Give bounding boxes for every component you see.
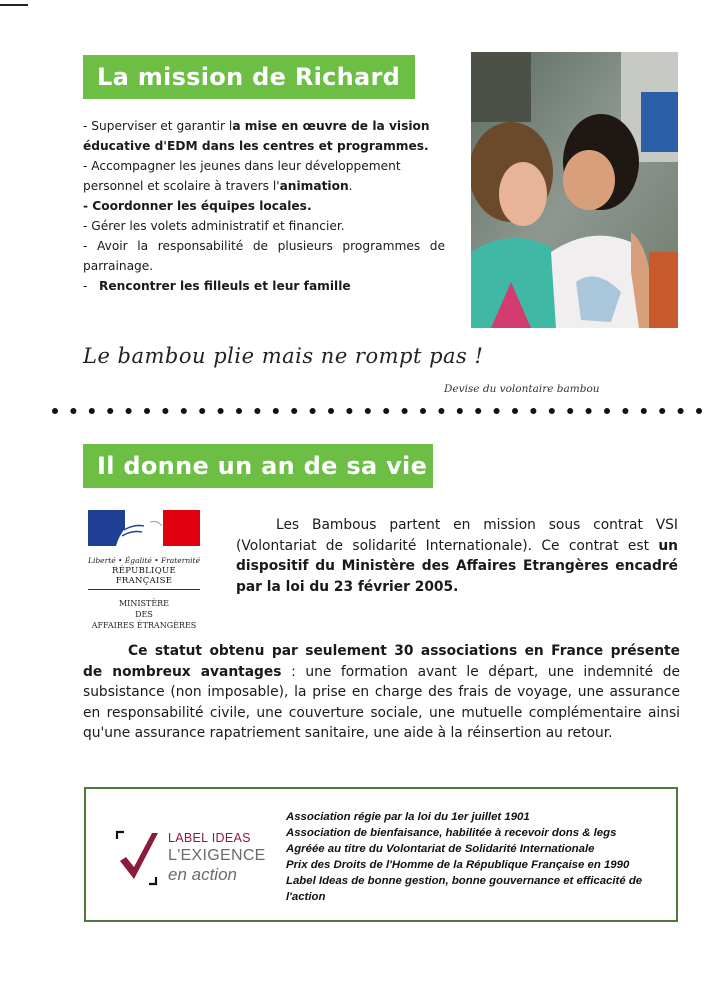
separator-dot xyxy=(144,408,150,414)
ideas-label-title: LABEL IDEAS xyxy=(168,831,251,845)
separator-dot xyxy=(126,408,132,414)
scan-corner-mark xyxy=(0,4,28,6)
credential-line: Agréée au titre du Volontariat de Solidarité Internationale xyxy=(286,843,595,855)
mission-item-accompany: - Accompagner les jeunes dans leur développement personnel et scolaire à travers l'animation. xyxy=(83,159,401,193)
separator-dot xyxy=(291,408,297,414)
credential-line: Association de bienfaisance, habilitée à recevoir dons & legs xyxy=(286,827,617,839)
separator-dot xyxy=(641,408,647,414)
separator-dot xyxy=(162,408,168,414)
separator-dot xyxy=(567,408,573,414)
separator-dot xyxy=(549,408,555,414)
separator-dot xyxy=(310,408,316,414)
mission-item-meet: - Rencontrer les filleuls et leur famille xyxy=(83,279,351,293)
mission-item-coordinate: - Coordonner les équipes locales. xyxy=(83,199,312,213)
separator-dot xyxy=(457,408,463,414)
logo-divider xyxy=(88,589,200,590)
ideas-label-sub1: L'EXIGENCE xyxy=(168,847,266,864)
separator-dot xyxy=(622,408,628,414)
separator-dot xyxy=(383,408,389,414)
mission-banner xyxy=(83,55,415,99)
separator-dot xyxy=(512,408,518,414)
separator-dot xyxy=(438,408,444,414)
separator-dot xyxy=(328,408,334,414)
mission-item-responsibility: - Avoir la responsabilité de plusieurs programmes de xyxy=(83,239,445,253)
photo-illustration xyxy=(471,52,678,328)
volunteer-year-title: Il donne un an de sa vie xyxy=(97,452,428,480)
separator-dot xyxy=(494,408,500,414)
separator-dot xyxy=(181,408,187,414)
vsi-paragraph: Les Bambous partent en mission sous contrat VSI (Volontariat de solidarité Internationale). Ce contrat est un dispositif du Ministère des Affaires Etrangères encadré par la loi du 23 février 2005. xyxy=(236,517,678,595)
status-paragraph: Ce statut obtenu par seulement 30 associations en France présente de nombreux avantages : une formation avant le départ, une indemnité de subsistance (non imposable), la prise en charge des frais de voyage, une assurance en responsabilité civile, une couverture sociale, une mutuelle complémentaire ainsi qu'une assurance rapatriement sanitaire, une aide à la réinsertion au retour. xyxy=(83,643,680,741)
separator-dot xyxy=(218,408,224,414)
separator-dot xyxy=(659,408,665,414)
ideas-check-icon xyxy=(114,829,166,887)
motto-caption: Devise du volontaire bambou xyxy=(444,383,600,395)
dotted-separator xyxy=(50,404,707,418)
separator-dot xyxy=(107,408,113,414)
mission-title: La mission de Richard xyxy=(97,63,401,91)
separator-dot xyxy=(475,408,481,414)
marianne-flag-icon xyxy=(88,510,200,546)
label-ideas-logo xyxy=(114,829,264,889)
mission-item-supervise: - Superviser et garantir la mise en œuvre de la vision éducative d'EDM dans les centres et programmes. xyxy=(83,119,430,153)
separator-dot xyxy=(604,408,610,414)
separator-dot xyxy=(236,408,242,414)
mission-list xyxy=(83,116,445,296)
volunteer-year-banner xyxy=(83,444,433,488)
separator-dot xyxy=(586,408,592,414)
separator-dot xyxy=(199,408,205,414)
label-ideas-box xyxy=(84,787,678,922)
credential-line: Prix des Droits de l'Homme de la République Française en 1990 xyxy=(286,859,630,871)
credential-line: Association régie par la loi du 1er juillet 1901 xyxy=(286,811,530,823)
mission-item-responsibility-cont: parrainage. xyxy=(83,259,154,273)
ministry-name: MINISTÈRE DES AFFAIRES ÉTRANGÈRES xyxy=(91,599,197,630)
bamboo-motto: Le bambou plie mais ne rompt pas ! xyxy=(83,344,484,368)
ideas-label-sub2: en action xyxy=(168,865,237,884)
republic-name: RÉPUBLIQUE FRANÇAISE xyxy=(112,566,176,586)
separator-dot xyxy=(420,408,426,414)
mission-item-manage: - Gérer les volets administratif et financier. xyxy=(83,219,345,233)
separator-dot xyxy=(530,408,536,414)
volunteer-child-photo xyxy=(471,52,678,328)
republic-motto: Liberté • Égalité • Fraternité xyxy=(87,556,201,565)
separator-dot xyxy=(254,408,260,414)
separator-dot xyxy=(346,408,352,414)
separator-dot xyxy=(273,408,279,414)
separator-dot xyxy=(70,408,76,414)
separator-dot xyxy=(52,408,58,414)
separator-dot xyxy=(89,408,95,414)
separator-dot xyxy=(365,408,371,414)
credential-line: Label Ideas de bonne gestion, bonne gouvernance et efficacité de l'action xyxy=(286,875,643,903)
separator-dot xyxy=(696,408,702,414)
separator-dot xyxy=(402,408,408,414)
ministry-logo xyxy=(84,510,204,631)
association-credentials xyxy=(286,809,671,905)
separator-dot xyxy=(678,408,684,414)
